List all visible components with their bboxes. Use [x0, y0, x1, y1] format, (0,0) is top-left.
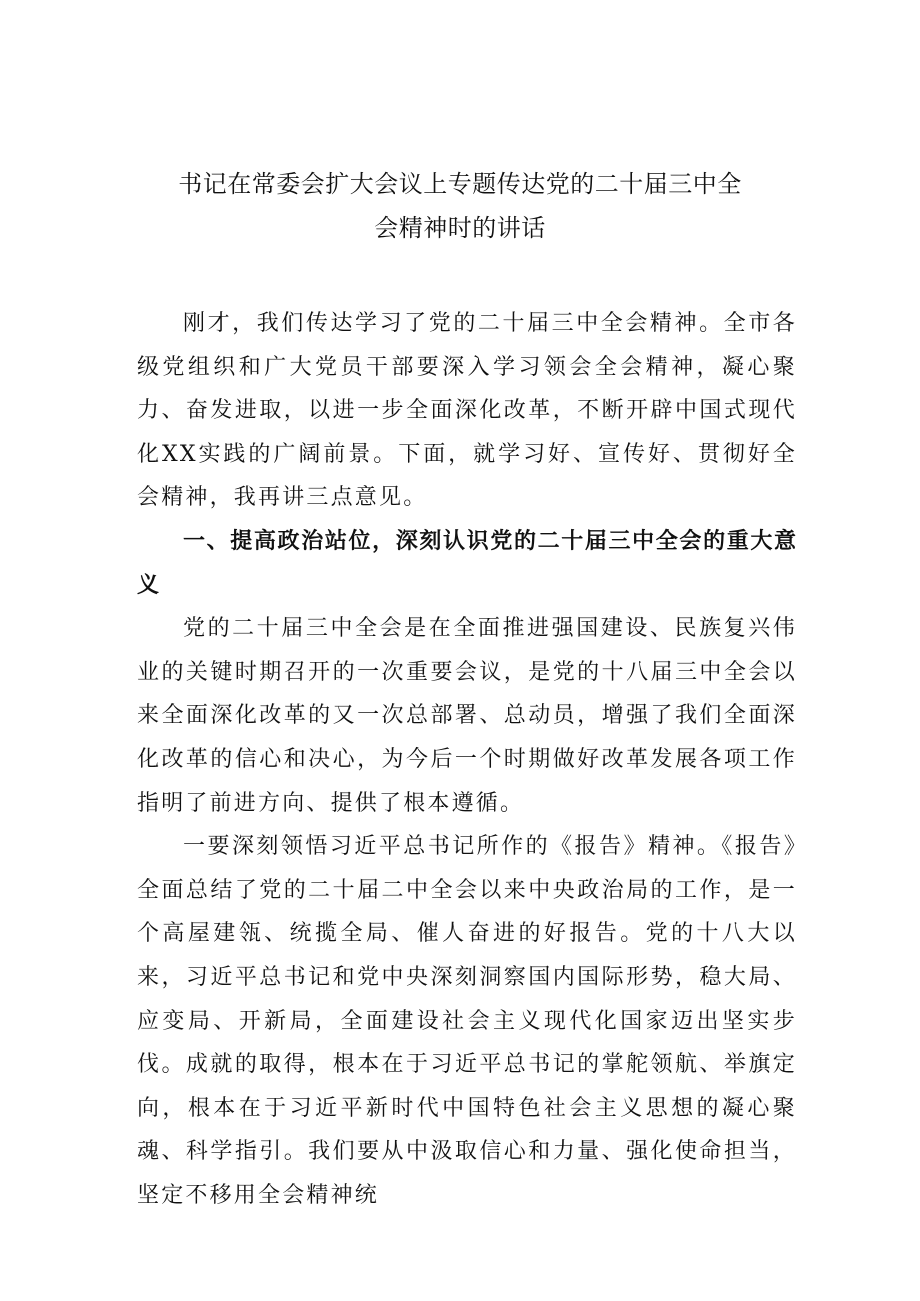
body-paragraph: 刚才，我们传达学习了党的二十届三中全会精神。全市各级党组织和广大党员干部要深入学习领会全会精神，凝心聚力、奋发进取，以进一步全面深化改革，不断开辟中国式现代化XX实践的广阔前景。下面，就学习好、宣传好、贯彻好全会精神，我再讲三点意见。	[137, 311, 797, 511]
body-paragraph: 一要深刻领悟习近平总书记所作的《报告》精神。《报告》全面总结了党的二十届二中全会以来中央政治局的工作，是一个高屋建瓴、统揽全局、催人奋进的好报告。党的十八大以来，习近平总书记和党中央深刻洞察国内国际形势，稳大局、应变局、开新局，全面建设社会主义现代化国家迈出坚实步伐。成就的取得，根本在于习近平总书记的掌舵领航、举旗定向，根本在于习近平新时代中国特色社会主义思想的凝心聚魂、科学指引。我们要从中汲取信心和力量、强化使命担当，坚定不移用全会精神统	[137, 834, 797, 1208]
document-body	[137, 208, 797, 1217]
title-line-2: 会精神时的讲话	[374, 214, 546, 242]
title-line-1: 书记在常委会扩大会议上专题传达党的二十届三中全	[178, 170, 742, 198]
section-heading: 一、提高政治站位，深刻认识党的二十届三中全会的重大意义	[137, 528, 797, 598]
body-paragraph: 党的二十届三中全会是在全面推进强国建设、民族复兴伟业的关键时期召开的一次重要会议，是党的十八届三中全会以来全面深化改革的又一次总部署、总动员，增强了我们全面深化改革的信心和决心，为今后一个时期做好改革发展各项工作指明了前进方向、提供了根本遵循。	[137, 616, 797, 816]
